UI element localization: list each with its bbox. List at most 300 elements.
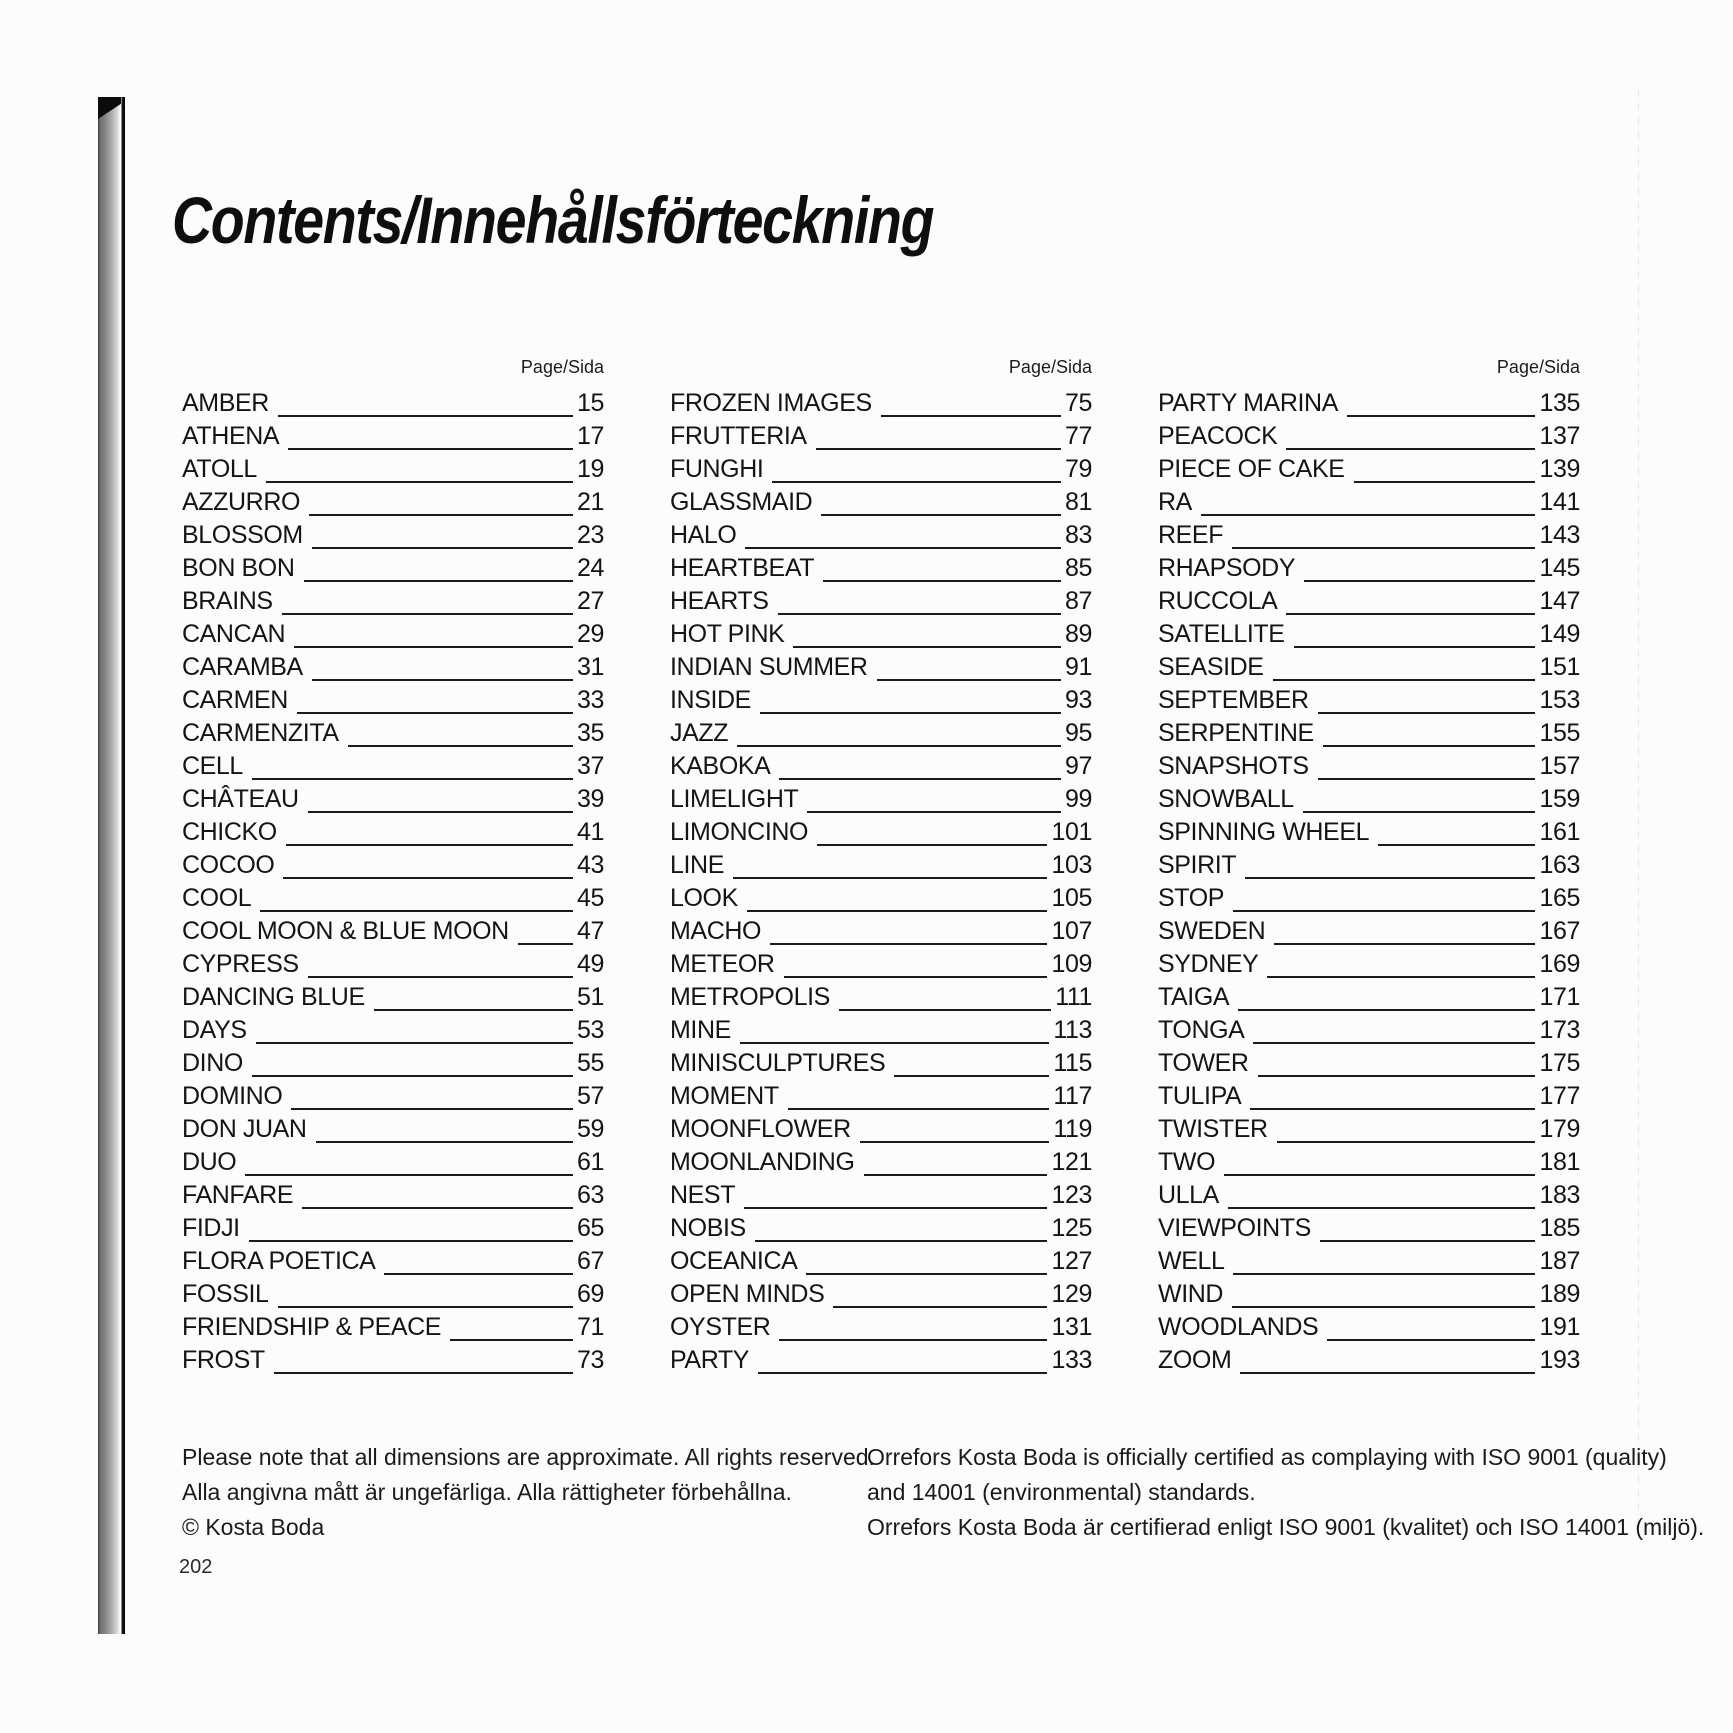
footer-line: Orrefors Kosta Boda is officially certified as complaying with ISO 9001 (quality) [867, 1444, 1667, 1470]
toc-row [182, 1014, 604, 1047]
toc-leader-line [1258, 1067, 1536, 1077]
toc-leader-line [1228, 1199, 1536, 1209]
toc-entry-name: TAIGA [1158, 983, 1230, 1011]
toc-leader-line [252, 770, 573, 780]
toc-entry-page: 35 [576, 719, 604, 747]
toc-row [670, 717, 1092, 750]
toc-row [1158, 618, 1580, 651]
toc-entry-page: 185 [1539, 1214, 1580, 1242]
toc-row [182, 387, 604, 420]
toc-entry-page: 193 [1539, 1346, 1580, 1374]
toc-entry-name: ATHENA [182, 422, 280, 450]
toc-entry-page: 159 [1539, 785, 1580, 813]
toc-leader-line [778, 605, 1061, 615]
toc-entry-name: SNOWBALL [1158, 785, 1294, 813]
toc-entry-name: PIECE OF CAKE [1158, 455, 1345, 483]
footer-line: and 14001 (environmental) standards. [867, 1479, 1256, 1505]
toc-row [1158, 651, 1580, 684]
toc-leader-line [278, 407, 573, 417]
toc-leader-line [312, 671, 573, 681]
toc-row [182, 1311, 604, 1344]
toc-leader-line [807, 803, 1061, 813]
toc-leader-line [294, 638, 573, 648]
toc-entry-page: 177 [1539, 1082, 1580, 1110]
page-sida-label: Page/Sida [1496, 357, 1580, 377]
toc-leader-line [249, 1232, 573, 1242]
toc-row [182, 1344, 604, 1377]
toc-entry-name: PEACOCK [1158, 422, 1278, 450]
toc-entry-name: AMBER [182, 389, 269, 417]
toc-row [182, 420, 604, 453]
toc-entry-name: OPEN MINDS [670, 1280, 825, 1308]
toc-leader-line [302, 1199, 573, 1209]
toc-entry-name: DINO [182, 1049, 243, 1077]
toc-row [670, 1080, 1092, 1113]
toc-row [1158, 585, 1580, 618]
toc-entry-page: 183 [1539, 1181, 1580, 1209]
toc-rows [182, 387, 604, 1377]
toc-row [670, 1278, 1092, 1311]
toc-entry-name: HEARTS [670, 587, 769, 615]
toc-row [182, 816, 604, 849]
toc-leader-line [260, 902, 573, 912]
toc-entry-page: 93 [1064, 686, 1092, 714]
toc-leader-line [291, 1100, 573, 1110]
toc-leader-line [860, 1133, 1050, 1143]
toc-row [182, 1179, 604, 1212]
toc-row [182, 981, 604, 1014]
toc-leader-line [1267, 968, 1535, 978]
toc-leader-line [817, 836, 1047, 846]
toc-entry-name: FRUTTERIA [670, 422, 807, 450]
toc-entry-name: SATELLITE [1158, 620, 1285, 648]
toc-entry-page: 17 [576, 422, 604, 450]
toc-entry-page: 189 [1539, 1280, 1580, 1308]
toc-row [670, 486, 1092, 519]
toc-entry-name: DOMINO [182, 1082, 283, 1110]
toc-leader-line [816, 440, 1061, 450]
toc-row [1158, 684, 1580, 717]
toc-entry-page: 19 [576, 455, 604, 483]
toc-row [1158, 1245, 1580, 1278]
toc-entry-page: 27 [576, 587, 604, 615]
toc-row [670, 519, 1092, 552]
toc-entry-name: MOONLANDING [670, 1148, 855, 1176]
toc-entry-name: OYSTER [670, 1313, 771, 1341]
toc-entry-name: WIND [1158, 1280, 1224, 1308]
toc-entry-name: RA [1158, 488, 1192, 516]
toc-leader-line [308, 803, 573, 813]
toc-row [1158, 948, 1580, 981]
toc-row [1158, 420, 1580, 453]
toc-entry-name: MINISCULPTURES [670, 1049, 886, 1077]
toc-entry-page: 173 [1539, 1016, 1580, 1044]
toc-entry-page: 123 [1051, 1181, 1092, 1209]
toc-entry-name: SERPENTINE [1158, 719, 1314, 747]
toc-row [670, 882, 1092, 915]
toc-entry-name: LINE [670, 851, 724, 879]
toc-leader-line [1304, 572, 1535, 582]
toc-entry-name: HALO [670, 521, 737, 549]
toc-leader-line [1320, 1232, 1536, 1242]
toc-entry-page: 83 [1064, 521, 1092, 549]
toc-row [182, 486, 604, 519]
toc-leader-line [1286, 605, 1535, 615]
toc-leader-line [252, 1067, 573, 1077]
toc-row [670, 420, 1092, 453]
toc-leader-line [788, 1100, 1050, 1110]
toc-row [1158, 1113, 1580, 1146]
toc-row [182, 453, 604, 486]
toc-entry-page: 24 [576, 554, 604, 582]
toc-entry-name: AZZURRO [182, 488, 301, 516]
toc-entry-name: CELL [182, 752, 243, 780]
toc-entry-page: 103 [1051, 851, 1092, 879]
toc-entry-name: COOL MOON & BLUE MOON [182, 917, 509, 945]
toc-entry-name: CARMEN [182, 686, 288, 714]
toc-leader-line [274, 1364, 573, 1374]
toc-row [1158, 816, 1580, 849]
toc-entry-name: TONGA [1158, 1016, 1245, 1044]
toc-entry-page: 117 [1053, 1082, 1092, 1110]
toc-entry-page: 113 [1053, 1016, 1092, 1044]
toc-rows [1158, 387, 1580, 1377]
toc-entry-name: INDIAN SUMMER [670, 653, 868, 681]
toc-row [670, 618, 1092, 651]
toc-leader-line [1233, 1265, 1535, 1275]
toc-leader-line [1250, 1100, 1535, 1110]
toc-row [670, 453, 1092, 486]
toc-entry-page: 153 [1539, 686, 1580, 714]
toc-entry-name: GLASSMAID [670, 488, 813, 516]
toc-row [670, 783, 1092, 816]
toc-entry-page: 161 [1539, 818, 1580, 846]
toc-entry-page: 125 [1051, 1214, 1092, 1242]
toc-leader-line [784, 968, 1048, 978]
toc-row [182, 1080, 604, 1113]
toc-entry-page: 75 [1064, 389, 1092, 417]
toc-row [1158, 981, 1580, 1014]
toc-leader-line [1286, 440, 1535, 450]
toc-leader-line [1378, 836, 1535, 846]
toc-leader-line [1277, 1133, 1536, 1143]
toc-leader-line [755, 1232, 1048, 1242]
toc-entry-page: 29 [576, 620, 604, 648]
toc-entry-page: 129 [1051, 1280, 1092, 1308]
toc-entry-page: 91 [1064, 653, 1092, 681]
toc-entry-name: WELL [1158, 1247, 1225, 1275]
toc-entry-name: METEOR [670, 950, 775, 978]
toc-row [182, 783, 604, 816]
toc-entry-name: FANFARE [182, 1181, 294, 1209]
toc-row [182, 849, 604, 882]
toc-row [1158, 1344, 1580, 1377]
toc-entry-name: ATOLL [182, 455, 257, 483]
toc-entry-name: OCEANICA [670, 1247, 798, 1275]
toc-entry-page: 151 [1539, 653, 1580, 681]
toc-entry-page: 43 [576, 851, 604, 879]
toc-entry-page: 23 [576, 521, 604, 549]
toc-entry-page: 59 [576, 1115, 604, 1143]
toc-entry-name: CYPRESS [182, 950, 299, 978]
toc-entry-page: 143 [1539, 521, 1580, 549]
toc-entry-name: DON JUAN [182, 1115, 307, 1143]
toc-entry-name: MACHO [670, 917, 762, 945]
toc-entry-page: 73 [576, 1346, 604, 1374]
toc-row [1158, 783, 1580, 816]
toc-entry-name: FLORA POETICA [182, 1247, 376, 1275]
toc-entry-name: RHAPSODY [1158, 554, 1296, 582]
toc-entry-name: TOWER [1158, 1049, 1249, 1077]
toc-entry-page: 51 [576, 983, 604, 1011]
footer-line: Alla angivna mått är ungefärliga. Alla rättigheter förbehållna. [182, 1479, 792, 1505]
toc-row [670, 948, 1092, 981]
toc-entry-name: CANCAN [182, 620, 286, 648]
toc-leader-line [282, 605, 573, 615]
toc-row [1158, 717, 1580, 750]
toc-row [182, 1047, 604, 1080]
toc-entry-name: DANCING BLUE [182, 983, 365, 1011]
toc-entry-page: 141 [1539, 488, 1580, 516]
toc-columns [182, 356, 1582, 1377]
toc-leader-line [286, 836, 573, 846]
toc-leader-line [779, 1331, 1047, 1341]
toc-entry-page: 121 [1051, 1148, 1092, 1176]
toc-row [670, 552, 1092, 585]
toc-entry-page: 95 [1064, 719, 1092, 747]
footer-line: Orrefors Kosta Boda är certifierad enligt ISO 9001 (kvalitet) och ISO 14001 (miljö). [867, 1514, 1705, 1540]
toc-leader-line [256, 1034, 573, 1044]
toc-row [670, 849, 1092, 882]
toc-row [182, 750, 604, 783]
toc-leader-line [864, 1166, 1048, 1176]
toc-row [182, 585, 604, 618]
page-sida-label: Page/Sida [1008, 357, 1092, 377]
toc-entry-page: 89 [1064, 620, 1092, 648]
toc-rows [670, 387, 1092, 1377]
toc-entry-page: 119 [1053, 1115, 1092, 1143]
toc-leader-line [1238, 1001, 1535, 1011]
toc-entry-page: 87 [1064, 587, 1092, 615]
toc-entry-page: 81 [1064, 488, 1092, 516]
toc-leader-line [245, 1166, 573, 1176]
toc-entry-name: CARMENZITA [182, 719, 339, 747]
toc-entry-page: 109 [1051, 950, 1092, 978]
toc-row [670, 585, 1092, 618]
footer-notice-right [867, 1440, 1704, 1545]
toc-leader-line [1318, 770, 1536, 780]
toc-row [670, 1113, 1092, 1146]
toc-entry-name: ULLA [1158, 1181, 1219, 1209]
toc-entry-name: TULIPA [1158, 1082, 1242, 1110]
toc-entry-name: FUNGHI [670, 455, 764, 483]
toc-row [670, 651, 1092, 684]
toc-row [182, 717, 604, 750]
toc-entry-name: FOSSIL [182, 1280, 269, 1308]
toc-row [1158, 882, 1580, 915]
toc-entry-page: 169 [1539, 950, 1580, 978]
toc-row [1158, 552, 1580, 585]
toc-row [182, 915, 604, 948]
toc-entry-name: ZOOM [1158, 1346, 1232, 1374]
toc-leader-line [1323, 737, 1536, 747]
toc-row [670, 1344, 1092, 1377]
toc-entry-name: FRIENDSHIP & PEACE [182, 1313, 442, 1341]
toc-leader-line [839, 1001, 1051, 1011]
toc-entry-page: 187 [1539, 1247, 1580, 1275]
toc-leader-line [518, 935, 573, 945]
page-sida-label: Page/Sida [520, 357, 604, 377]
toc-entry-page: 67 [576, 1247, 604, 1275]
toc-entry-name: SPIRIT [1158, 851, 1237, 879]
toc-entry-page: 167 [1539, 917, 1580, 945]
page-title: Contents/Innehållsförteckning [172, 183, 934, 257]
toc-entry-page: 147 [1539, 587, 1580, 615]
toc-row [182, 651, 604, 684]
toc-entry-name: TWO [1158, 1148, 1216, 1176]
toc-entry-page: 107 [1051, 917, 1092, 945]
toc-entry-page: 157 [1539, 752, 1580, 780]
toc-entry-name: METROPOLIS [670, 983, 830, 1011]
toc-entry-page: 53 [576, 1016, 604, 1044]
toc-entry-page: 133 [1051, 1346, 1092, 1374]
toc-entry-name: CARAMBA [182, 653, 303, 681]
toc-row [670, 1014, 1092, 1047]
toc-entry-name: SPINNING WHEEL [1158, 818, 1370, 846]
toc-leader-line [309, 506, 573, 516]
toc-row [1158, 750, 1580, 783]
toc-entry-name: SYDNEY [1158, 950, 1259, 978]
toc-row [182, 684, 604, 717]
footer-notice-left [182, 1440, 875, 1545]
toc-leader-line [823, 572, 1061, 582]
toc-leader-line [833, 1298, 1047, 1308]
toc-entry-name: SEPTEMBER [1158, 686, 1309, 714]
toc-entry-name: NOBIS [670, 1214, 746, 1242]
toc-row [182, 1146, 604, 1179]
toc-entry-name: KABOKA [670, 752, 771, 780]
toc-entry-page: 139 [1539, 455, 1580, 483]
toc-leader-line [1318, 704, 1536, 714]
toc-entry-name: LOOK [670, 884, 738, 912]
toc-entry-page: 191 [1539, 1313, 1580, 1341]
toc-row [1158, 1047, 1580, 1080]
toc-entry-name: NEST [670, 1181, 736, 1209]
toc-entry-page: 145 [1539, 554, 1580, 582]
toc-entry-page: 99 [1064, 785, 1092, 813]
page-edge-line [1638, 90, 1639, 1540]
toc-leader-line [348, 737, 573, 747]
toc-leader-line [770, 935, 1047, 945]
toc-row [670, 1179, 1092, 1212]
toc-leader-line [745, 539, 1061, 549]
toc-leader-line [1201, 506, 1536, 516]
toc-leader-line [740, 1034, 1049, 1044]
toc-entry-page: 79 [1064, 455, 1092, 483]
toc-row [182, 618, 604, 651]
toc-leader-line [744, 1199, 1047, 1209]
toc-entry-page: 77 [1064, 422, 1092, 450]
toc-column [1158, 356, 1580, 1377]
toc-leader-line [1233, 902, 1535, 912]
toc-leader-line [733, 869, 1048, 879]
toc-entry-name: CHÂTEAU [182, 785, 299, 813]
toc-row [670, 1047, 1092, 1080]
toc-leader-line [1294, 638, 1536, 648]
toc-entry-name: SWEDEN [1158, 917, 1266, 945]
toc-entry-name: LIMONCINO [670, 818, 809, 846]
toc-entry-name: VIEWPOINTS [1158, 1214, 1311, 1242]
toc-row [1158, 1311, 1580, 1344]
toc-entry-page: 61 [576, 1148, 604, 1176]
toc-entry-name: CHICKO [182, 818, 277, 846]
toc-entry-name: WOODLANDS [1158, 1313, 1319, 1341]
toc-row [670, 816, 1092, 849]
toc-row [670, 1146, 1092, 1179]
toc-leader-line [316, 1133, 573, 1143]
toc-row [182, 552, 604, 585]
toc-row [182, 882, 604, 915]
toc-leader-line [772, 473, 1061, 483]
toc-row [182, 1113, 604, 1146]
footer-line: Please note that all dimensions are approximate. All rights reserved. [182, 1444, 875, 1470]
toc-entry-name: RUCCOLA [1158, 587, 1278, 615]
toc-entry-page: 49 [576, 950, 604, 978]
toc-entry-name: PARTY [670, 1346, 750, 1374]
toc-leader-line [894, 1067, 1049, 1077]
toc-leader-line [1354, 473, 1536, 483]
toc-leader-line [1232, 539, 1535, 549]
toc-entry-page: 57 [576, 1082, 604, 1110]
toc-column [670, 356, 1092, 1377]
toc-entry-page: 149 [1539, 620, 1580, 648]
toc-row [1158, 453, 1580, 486]
toc-leader-line [779, 770, 1061, 780]
toc-row [1158, 1014, 1580, 1047]
toc-entry-page: 175 [1539, 1049, 1580, 1077]
toc-column [182, 356, 604, 1377]
toc-entry-page: 31 [576, 653, 604, 681]
toc-leader-line [1240, 1364, 1535, 1374]
toc-leader-line [760, 704, 1061, 714]
page-number: 202 [179, 1556, 213, 1578]
toc-entry-name: MINE [670, 1016, 731, 1044]
toc-entry-name: INSIDE [670, 686, 751, 714]
toc-row [670, 684, 1092, 717]
toc-entry-page: 15 [576, 389, 604, 417]
toc-entry-name: DAYS [182, 1016, 247, 1044]
toc-entry-page: 165 [1539, 884, 1580, 912]
toc-row [182, 1212, 604, 1245]
toc-entry-page: 71 [576, 1313, 604, 1341]
toc-leader-line [806, 1265, 1047, 1275]
toc-leader-line [1327, 1331, 1535, 1341]
toc-leader-line [450, 1331, 573, 1341]
toc-entry-name: SNAPSHOTS [1158, 752, 1309, 780]
toc-entry-name: TWISTER [1158, 1115, 1268, 1143]
footer-line: © Kosta Boda [182, 1514, 325, 1540]
toc-entry-name: SEASIDE [1158, 653, 1264, 681]
toc-row [670, 1212, 1092, 1245]
toc-leader-line [384, 1265, 573, 1275]
toc-row [1158, 486, 1580, 519]
toc-entry-page: 63 [576, 1181, 604, 1209]
toc-leader-line [1232, 1298, 1535, 1308]
toc-leader-line [747, 902, 1048, 912]
toc-entry-page: 85 [1064, 554, 1092, 582]
toc-leader-line [1347, 407, 1536, 417]
toc-row [1158, 1179, 1580, 1212]
